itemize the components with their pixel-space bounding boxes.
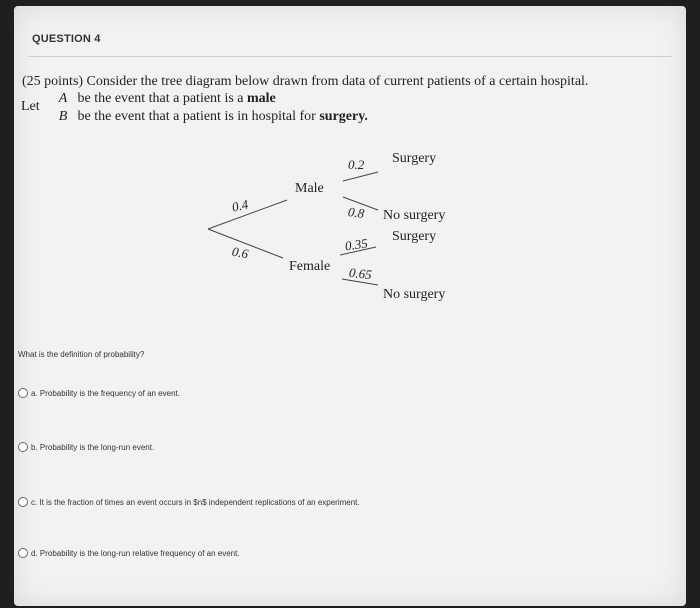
node-female: Female	[289, 259, 331, 274]
option-c-label[interactable]: c. It is the fraction of times an event occurs in $n$ independent replications of an experiment.	[31, 497, 360, 507]
option-b-radio[interactable]	[18, 442, 28, 452]
outcome-female-surgery: Surgery	[392, 229, 437, 244]
outcome-female-no-surgery: No surgery	[383, 287, 446, 302]
option-c-radio[interactable]	[18, 497, 28, 507]
outcome-male-surgery: Surgery	[392, 151, 437, 166]
prob-male-no-surgery: 0.8	[347, 203, 366, 222]
option-d[interactable]	[18, 548, 240, 558]
outcome-male-no-surgery: No surgery	[383, 208, 446, 223]
option-c[interactable]	[18, 497, 360, 507]
option-a[interactable]	[18, 388, 180, 398]
prob-female: 0.6	[230, 243, 250, 262]
event-a-emph: male	[247, 91, 276, 106]
question-intro: (25 points) Consider the tree diagram below drawn from data of current patients of a certain hospital.	[22, 74, 589, 89]
question-header: QUESTION 4	[32, 33, 101, 45]
prob-female-no-surgery: 0.65	[348, 264, 373, 283]
option-a-radio[interactable]	[18, 388, 28, 398]
option-b-label[interactable]: b. Probability is the long-run event.	[31, 442, 155, 452]
branch-male-surgery	[343, 172, 378, 181]
event-b-emph: surgery.	[319, 109, 368, 124]
prob-male: 0.4	[230, 196, 250, 215]
event-b-text: be the event that a patient is in hospital for	[77, 109, 316, 124]
prob-female-surgery: 0.35	[343, 235, 369, 254]
event-a-text: be the event that a patient is a	[77, 91, 244, 106]
event-b-var: B	[58, 109, 68, 124]
option-d-radio[interactable]	[18, 548, 28, 558]
event-a-var: A	[58, 91, 68, 106]
option-b[interactable]	[18, 442, 154, 452]
let-word: Let	[21, 99, 40, 114]
option-a-label[interactable]: a. Probability is the frequency of an event.	[31, 388, 180, 398]
prob-male-surgery: 0.2	[348, 157, 365, 172]
mc-question: What is the definition of probability?	[18, 350, 145, 359]
node-male: Male	[295, 181, 324, 196]
option-d-label[interactable]: d. Probability is the long-run relative frequency of an event.	[31, 548, 240, 558]
